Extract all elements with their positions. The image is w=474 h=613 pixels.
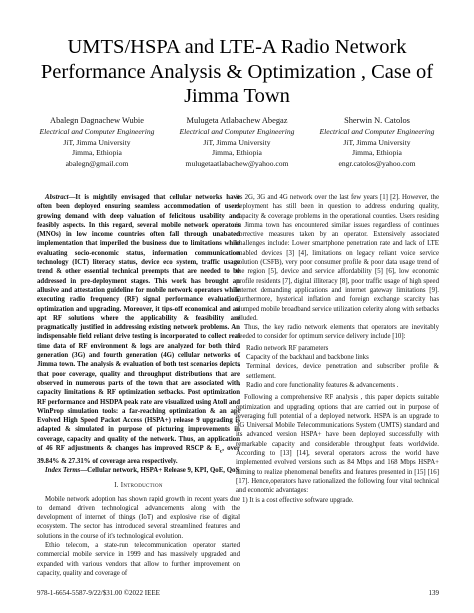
intro-paragraph: Mobile network adoption has shown rapid growth in recent years due to demand driven technological advancements along with the development of internet of things (IoT) and explosive rise of digital ecosystem. The sector has introduced several streamlined features and solutions in the course of it's technological evolution.: [37, 495, 240, 540]
body-paragraph: Thus, the key radio network elements that operators are inevitably needed to consider for optimum service delivery include [10]:: [236, 324, 439, 341]
author-name: Abalegn Dagnachew Wubie: [50, 116, 144, 125]
body-paragraph: its 2G, 3G and 4G network over the last few years [1] [2]. However, the deployment has still been in question to address enduring quality, capacity & coverage problems in the operational counties. Users residing in Jimma town has encountered similar issues regardless of continues corrective measures taken by an operator. Extensively associated challenges include: Lower smartphone penetration rate and lack of LTE enabled devices [3] [4], limitations on legacy reliant voice service solution (CSFB), very poor consumer profile & poor data usage trend of the region [5], device and service affordability [5] [6], low economic profile residents [7], digital illiteracy [8], poor traffic usage of high speed internet demanding applications and internet gateway limitations [9]. Furthermore, hysterical inflation and foreign exchange scarcity has slumped mobile broadband service utilization celerity along with setbacks alluded.: [236, 194, 439, 322]
author-name: Sherwin N. Catolos: [344, 116, 410, 125]
abstract-label: Abstract: [45, 194, 69, 201]
author-block-3: [307, 115, 447, 170]
author-city: Jimma, Ethiopia: [212, 148, 262, 158]
abstract-subscript: c: [219, 448, 223, 455]
numbered-item: 1) It is a cost effective software upgrade.: [242, 496, 354, 504]
author-email: mulugetaatlabachew@yahoo.com: [185, 159, 289, 169]
author-institution: JiT, Jimma University: [63, 137, 131, 147]
title-line: Jimma Town: [184, 85, 290, 107]
abstract-body-cont: , over 39.84% & 27.31% of coverage area respectively.: [37, 445, 240, 465]
author-department: Electrical and Computer Engineering: [179, 127, 295, 136]
author-email: abalegn@gmail.com: [65, 159, 129, 169]
abstract: [37, 193, 240, 466]
author-email: engr.catolos@yahoo.com: [338, 159, 416, 169]
author-block-1: [27, 115, 167, 170]
title-line: Performance Analysis & Optimization , Case of: [40, 60, 434, 83]
author-city: Jimma, Ethiopia: [72, 148, 122, 158]
index-terms-label: Index Terms: [45, 466, 81, 474]
bullet-item: • Terminal devices, device penetration and subscriber profile & settlement.: [236, 362, 439, 381]
bullet-item: • Radio network RF parameters: [236, 344, 439, 353]
author-block-2: [167, 115, 307, 170]
paper-title: [0, 35, 474, 109]
left-column: [37, 193, 240, 578]
abstract-body: —It is mightily envisaged that cellular networks have often been deployed ensuring seamless accommodation of users growing demand with deep valuation of felicitous usability and feasibly aspects. In this regard, several mobile network operators (MNOs) in low income countries often fall through unabated implementation that imperiled the business due to limitations while evaluating socio-economic status, information communication technology (ICT) literacy status, device eco system, traffic usage trend & other essential technical preempts that are needed to be addressed in pre-deployment stages. This work has brought an allusive and attestation guideline for mobile network operators while executing radio frequency (RF) signal performance evaluation, optimization and upgrading. Moreover, it tips-off economical and an apt RF solutions where the applicability & feasibility are pragmatically justified in addressing existing network problems. An indispensable field reliant drive testing is incorporated to collect real time data of RF environment & logs are analyzed for both third generation (3G) and fourth generation (4G) cellular networks of Jimma town. The analysis & evaluation of both test scenarios depicts that poor coverage, quality and throughput distributions that are observed in numerous parts of the town that are associated with capacity limitations & RF optimization setbacks. Post optimization RF performance and HSDPA peak rate are visualized using Atoll and WinProp simulation tools: a far-reaching optimization & an apt Evolved High Speed Packet Access (HSPA+) release 9 upgrading is adapted & simulated in purpose of picturing improvements in coverage, capacity and quality of the network. Thus, an application of 46 RF adjustments & changes has improved RSCP & E: [37, 194, 240, 453]
body-paragraph: Following a comprehensive RF analysis , this paper depicts suitable optimization and upgrading options that are carried out in purpose of leveraging full potential of a deployed network. HSPA is an upgrade to 3G Universal Mobile Telecommunications System (UMTS) standard and its advanced version HSPA+ have been deployed successfully with remarkable capacity and considerable throughput feats worldwide. According to [13] [14], several operators across the world have implemented evolved versions such as 84 Mbps and 168 Mbps HSPA+ aiming to realize phenomenal benefits and features presented in [15] [16] [17]. Hence,operators have rationalized the following four vital technical and economic advantages:: [236, 394, 439, 495]
index-terms: [37, 466, 240, 475]
page-number: 139: [428, 589, 439, 597]
bullet-item: • Radio and core functionality features & advancements .: [236, 381, 439, 390]
author-name: Mulugeta Atlabachew Abegaz: [186, 116, 288, 125]
author-department: Electrical and Computer Engineering: [319, 127, 435, 136]
author-institution: JiT, Jimma University: [203, 137, 271, 147]
author-department: Electrical and Computer Engineering: [39, 127, 155, 136]
title-line: UMTS/HSPA and LTE-A Radio Network: [67, 36, 407, 58]
bullet-item: • Capacity of the backhaul and backbone links: [236, 353, 439, 362]
author-institution: JiT, Jimma University: [343, 137, 411, 147]
intro-paragraph: Ethio telecom, a state-run telecommunication operator started commercial mobile service in 1999 and has massively upgraded and expanded with various vendors that allow to further improvement on capacity, quality and coverage of: [37, 542, 240, 577]
right-column: [236, 193, 439, 505]
author-city: Jimma, Ethiopia: [352, 148, 402, 158]
bullet-list: [236, 344, 439, 390]
section-heading: I. Introduction: [114, 482, 163, 490]
index-terms-body: —Cellular network, HSPA+ Release 9, KPI, QoE, QoS: [80, 466, 240, 474]
copyright-notice: 978-1-6654-5587-9/22/$31.00 ©2022 IEEE: [37, 589, 160, 597]
